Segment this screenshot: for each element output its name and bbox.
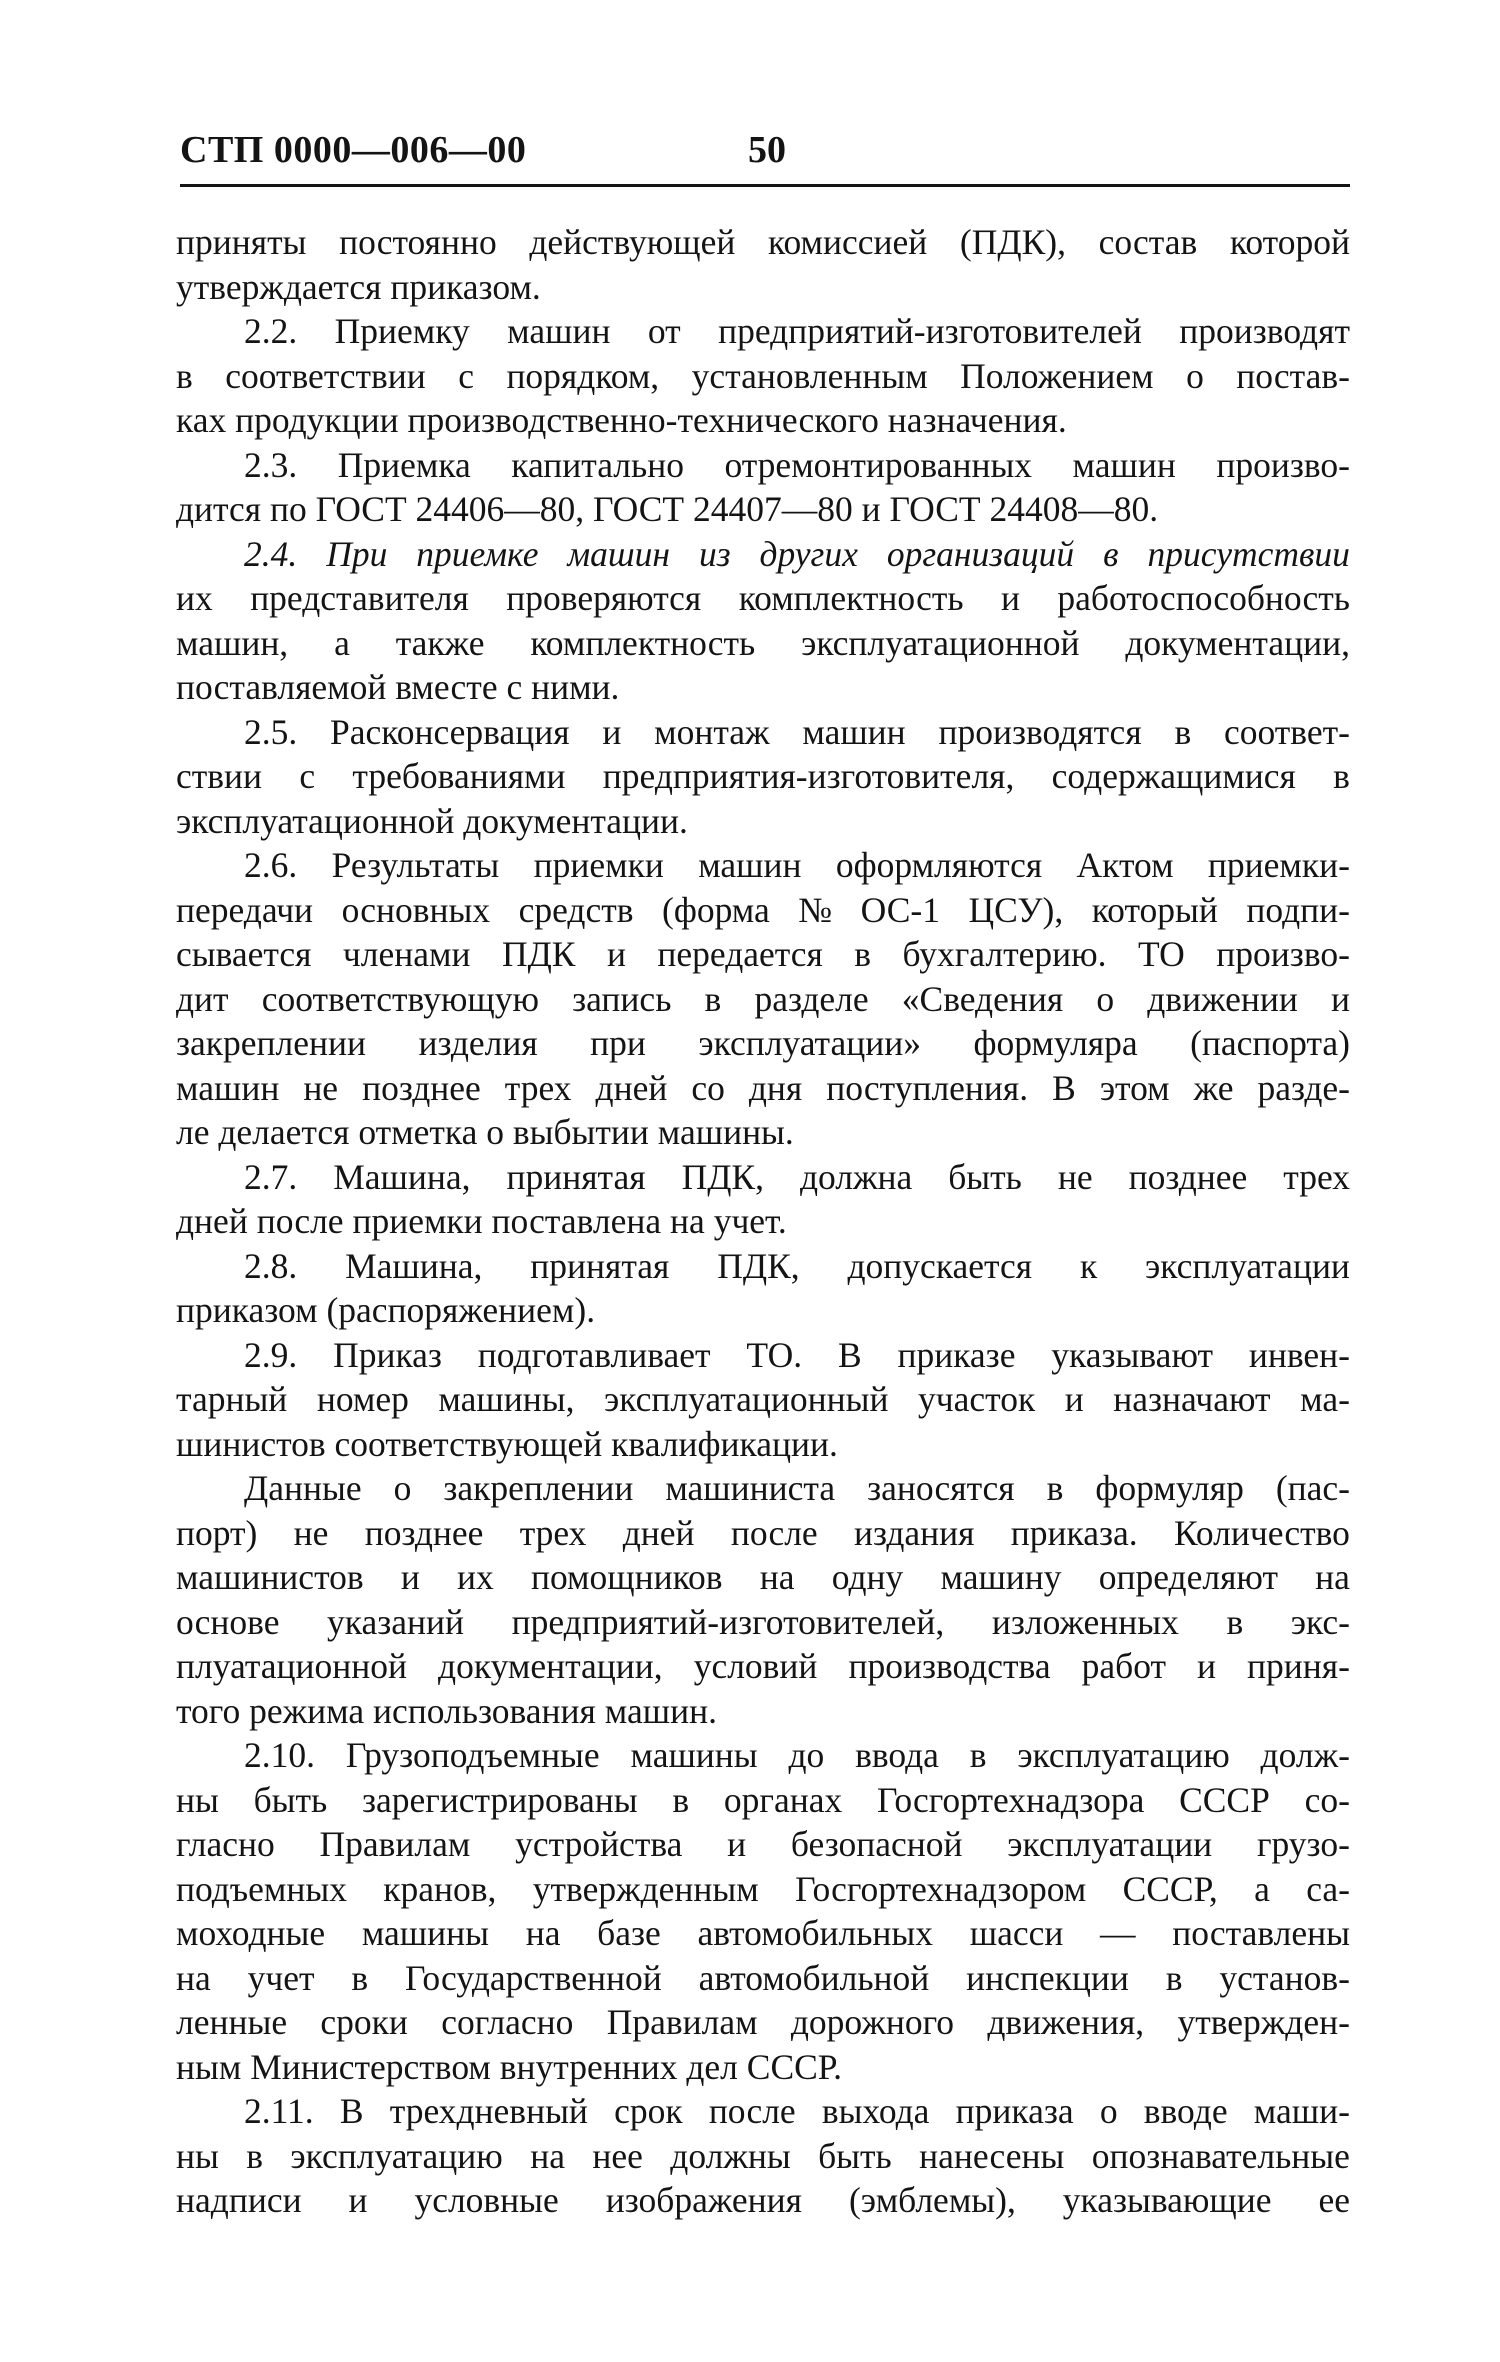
text-line: плуатационной документации, условий производства работ и приня- xyxy=(176,1646,1350,1686)
text-line: 2.5. Расконсервация и монтаж машин производятся в соответ- xyxy=(244,711,1350,752)
text-line: ны в эксплуатацию на нее должны быть нанесены опознавательные xyxy=(176,2135,1350,2176)
text-line: приняты постоянно действующей комиссией (ПДК), состав которой xyxy=(176,222,1350,262)
text-line: передачи основных средств (форма № ОС-1 ЦСУ), который подпи- xyxy=(176,889,1350,930)
header-rule xyxy=(180,184,1350,187)
text-line: ле делается отметка о выбытии машины. xyxy=(176,1112,794,1152)
text-line: ны быть зарегистрированы в органах Госгортехнадзора СССР со- xyxy=(176,1779,1350,1820)
text-line: машин, а также комплектность эксплуатационной документации, xyxy=(176,622,1350,663)
text-line: утверждается приказом. xyxy=(176,266,541,307)
page-number: 50 xyxy=(748,129,786,171)
text-line: эксплуатационной документации. xyxy=(176,800,688,841)
text-line: моходные машины на базе автомобильных шасси — поставлены xyxy=(176,1913,1350,1953)
text-line: сывается членами ПДК и передается в бухгалтерию. ТО произво- xyxy=(176,934,1350,974)
text-line: подъемных кранов, утвержденным Госгортехнадзором СССР, а са- xyxy=(176,1868,1350,1909)
text-line: 2.11. В трехдневный срок после выхода приказа о вводе маши- xyxy=(244,2091,1350,2131)
text-line: их представителя проверяются комплектность и работоспособность xyxy=(176,578,1350,618)
text-line: 2.6. Результаты приемки машин оформляются Актом приемки- xyxy=(244,845,1350,885)
text-line: 2.9. Приказ подготавливает ТО. В приказе указывают инвен- xyxy=(244,1334,1350,1375)
text-line: ленные сроки согласно Правилам дорожного движения, утвержден- xyxy=(176,2002,1350,2042)
text-line: 2.2. Приемку машин от предприятий-изготовителей производят xyxy=(244,311,1350,351)
document-code: СТП 0000—006—00 xyxy=(180,129,527,171)
text-line: ным Министерством внутренних дел СССР. xyxy=(176,2046,842,2087)
text-line: дней после приемки поставлена на учет. xyxy=(176,1201,787,1241)
text-line: дит соответствующую запись в разделе «Сведения о движении и xyxy=(176,978,1350,1019)
text-line: гласно Правилам устройства и безопасной эксплуатации грузо- xyxy=(176,1824,1350,1864)
text-line: 2.3. Приемка капитально отремонтированных машин произво- xyxy=(244,444,1350,485)
text-line: 2.7. Машина, принятая ПДК, должна быть не позднее трех xyxy=(244,1156,1350,1197)
text-line: машинистов и их помощников на одну машину определяют на xyxy=(176,1557,1350,1597)
text-line: надписи и условные изображения (эмблемы), указывающие ее xyxy=(176,2180,1350,2220)
text-line: закреплении изделия при эксплуатации» формуляра (паспорта) xyxy=(176,1023,1350,1063)
text-line: машин не позднее трех дней со дня поступления. В этом же разде- xyxy=(176,1067,1350,1108)
text-line: приказом (распоряжением). xyxy=(176,1290,596,1330)
text-line: основе указаний предприятий-изготовителей, изложенных в экс- xyxy=(176,1601,1350,1642)
text-line: поставляемой вместе с ними. xyxy=(176,667,620,707)
text-line: порт) не позднее трех дней после издания приказа. Количество xyxy=(176,1512,1350,1553)
text-line: дится по ГОСТ 24406—80, ГОСТ 24407—80 и ГОСТ 24408—80. xyxy=(176,489,1159,529)
text-line: шинистов соответствующей квалификации. xyxy=(176,1423,838,1464)
text-line: в соответствии с порядком, установленным Положением о постав- xyxy=(176,355,1350,396)
page-header xyxy=(180,120,1350,180)
text-line: на учет в Государственной автомобильной инспекции в установ- xyxy=(176,1957,1350,1998)
text-line: ках продукции производственно-технического назначения. xyxy=(176,400,1067,440)
text-line: тарный номер машины, эксплуатационный участок и назначают ма- xyxy=(176,1379,1350,1419)
text-line: Данные о закреплении машиниста заносятся в формуляр (пас- xyxy=(244,1468,1350,1508)
document-body xyxy=(176,220,1350,2223)
text-line: 2.4. При приемке машин из других организаций в присутствии xyxy=(244,533,1350,574)
text-line: ствии с требованиями предприятия-изготовителя, содержащимися в xyxy=(176,756,1350,796)
text-line: 2.10. Грузоподъемные машины до ввода в эксплуатацию долж- xyxy=(244,1735,1350,1775)
text-line: того режима использования машин. xyxy=(176,1690,717,1731)
text-line: 2.8. Машина, принятая ПДК, допускается к эксплуатации xyxy=(244,1245,1350,1286)
